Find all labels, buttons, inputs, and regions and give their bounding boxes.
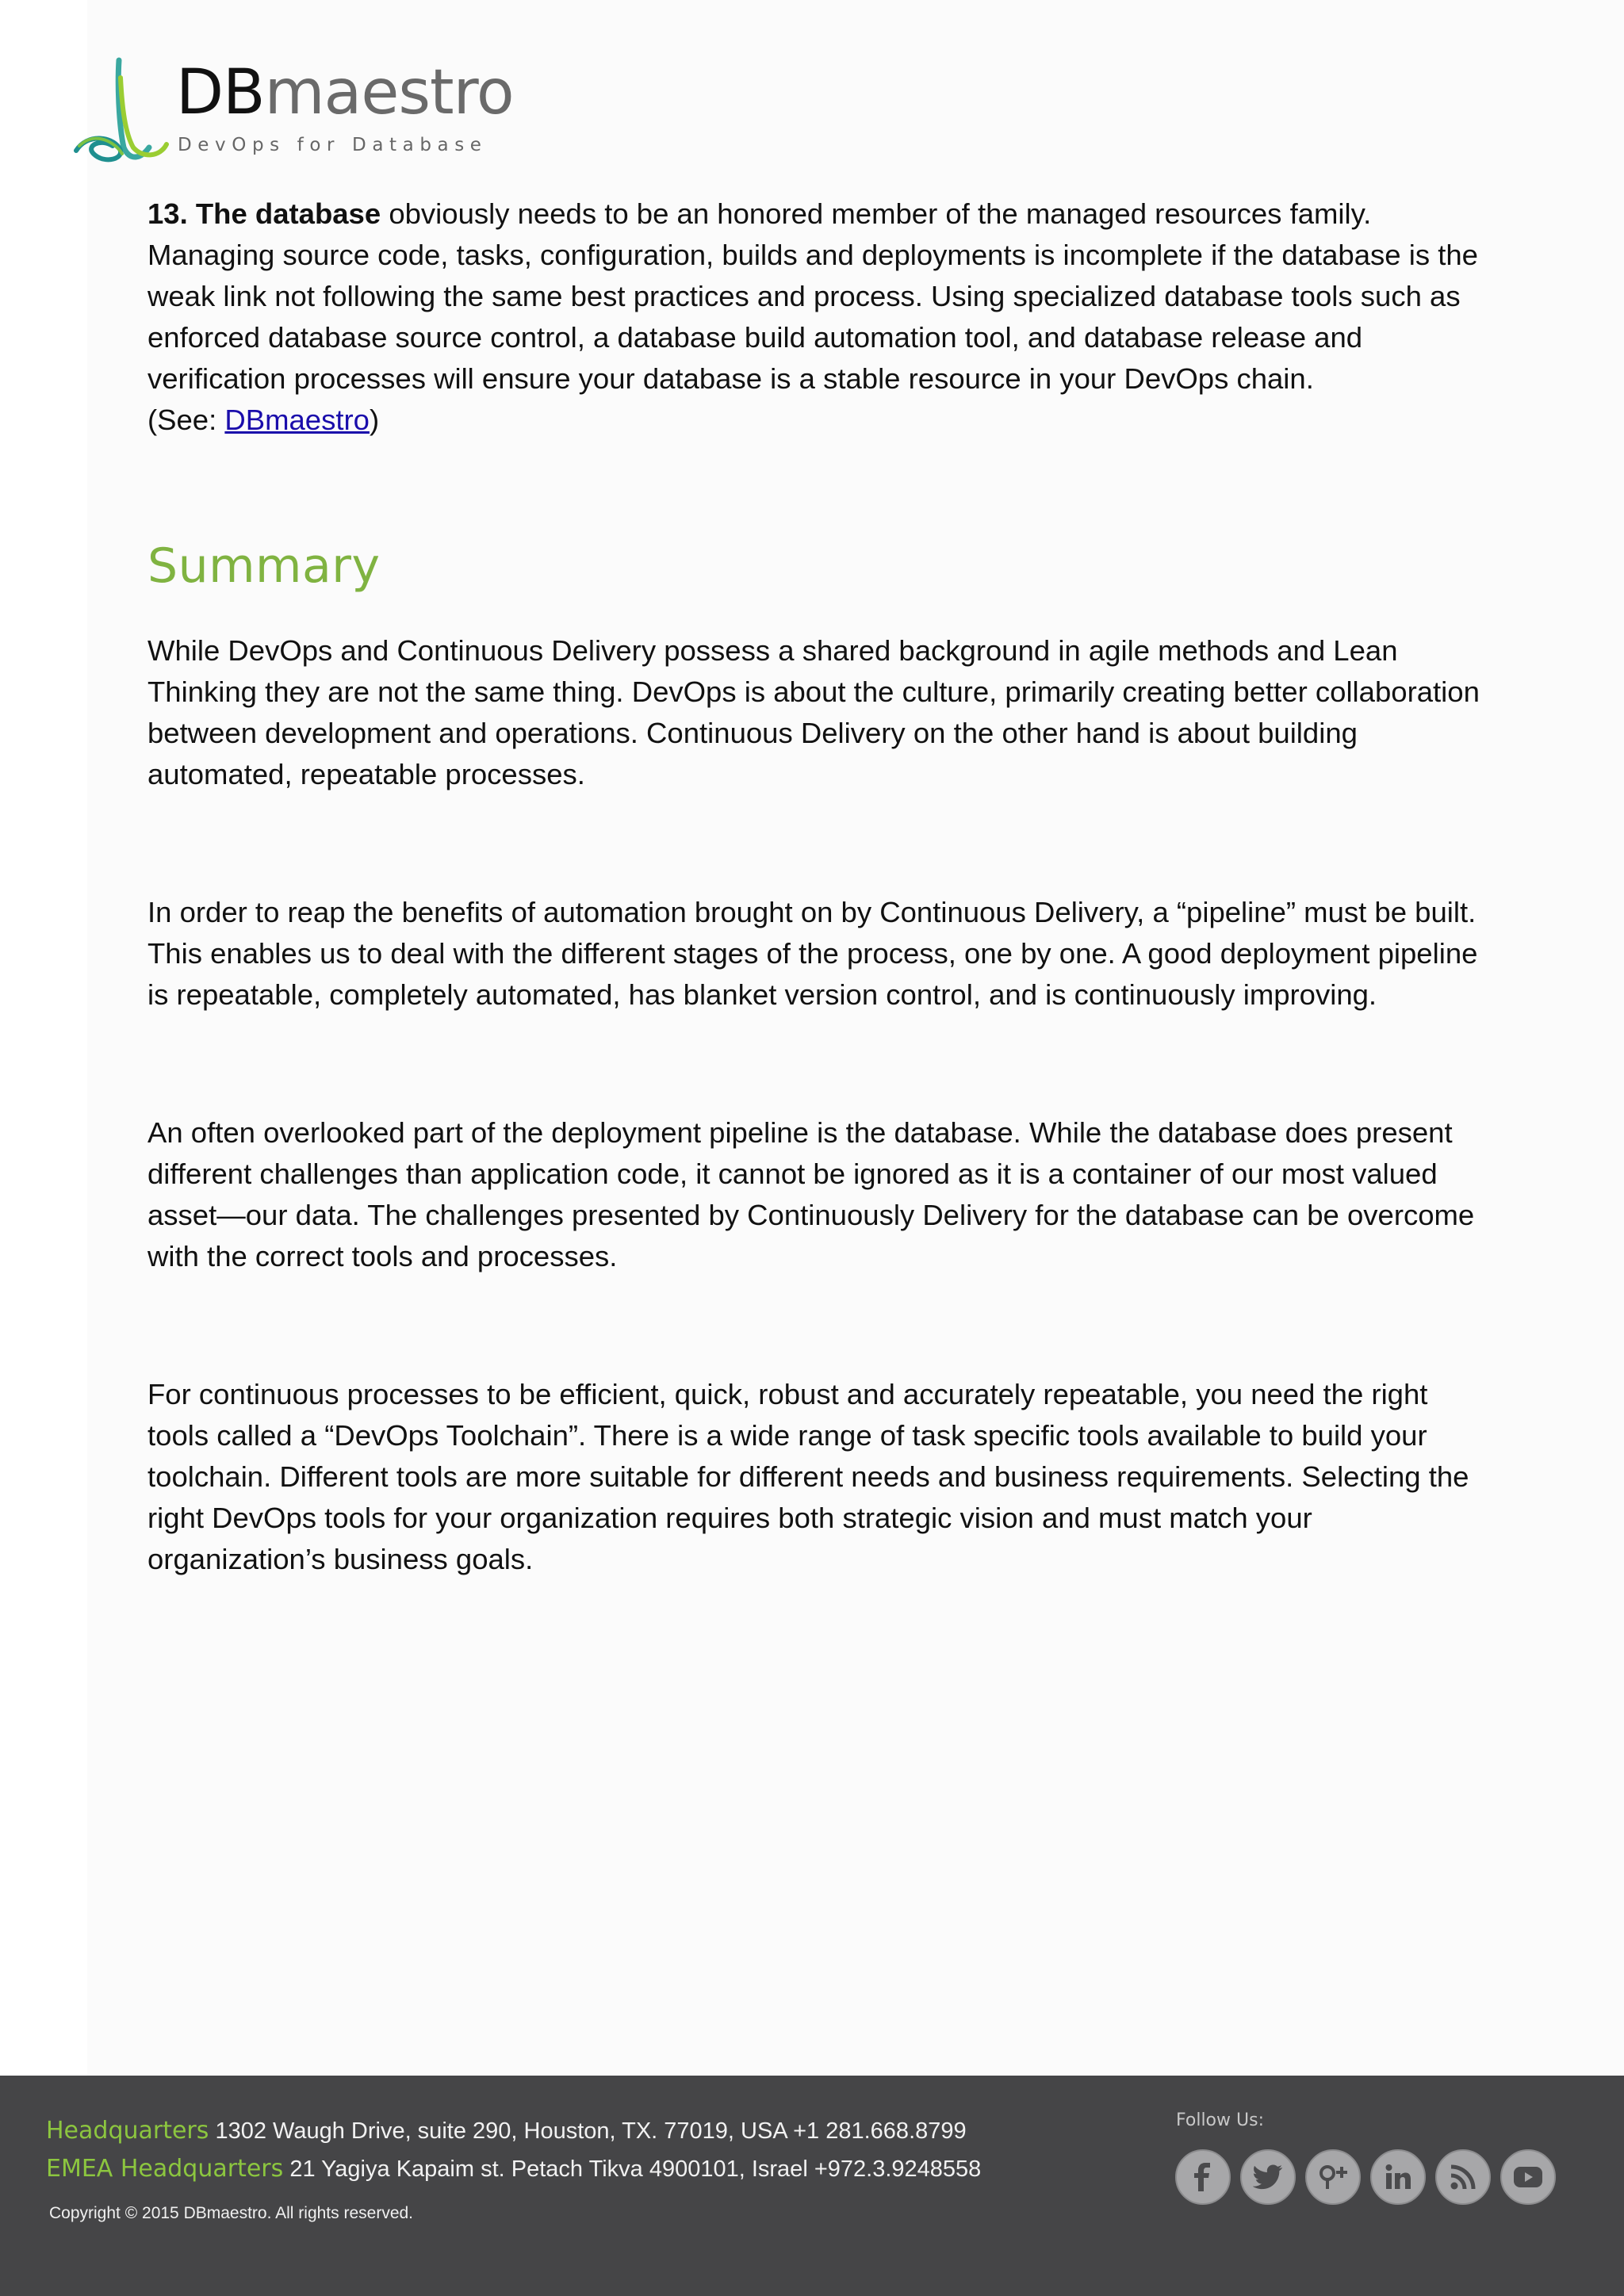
facebook-icon[interactable] (1175, 2149, 1231, 2205)
dbmaestro-logo[interactable] (73, 54, 514, 165)
linkedin-icon[interactable] (1370, 2149, 1426, 2205)
summary-paragraphs (147, 630, 1480, 1580)
copyright-text: Copyright © 2015 DBmaestro. All rights reserved. (49, 2204, 414, 2222)
google-plus-icon[interactable] (1305, 2149, 1361, 2205)
hq-address-line (46, 2115, 967, 2147)
see-prefix: (See: (147, 404, 225, 436)
article-body (147, 193, 1480, 1580)
youtube-icon[interactable] (1500, 2149, 1556, 2205)
hq-label: Headquarters (46, 2117, 209, 2145)
logo-tagline: DevOps for Database (178, 135, 488, 155)
follow-us-label: Follow Us: (1176, 2110, 1264, 2130)
logo-wordmark: DBmaestro (176, 57, 514, 128)
item-13-paragraph (147, 193, 1480, 441)
summary-heading: Summary (147, 538, 381, 594)
dbmaestro-link[interactable]: DBmaestro (224, 404, 370, 436)
item-13-text: obviously needs to be an honored member of the managed resources family. Managing source code, tasks, configuration, builds and deployments is incomplete if the database is the weak link not following the same best practices and process. Using specialized database tools such as enforced database source control, a database build automation tool, and database release and verification processes will ensure your database is a stable resource in your DevOps chain. (147, 197, 1478, 395)
social-links (1175, 2149, 1556, 2205)
summary-paragraph: In order to reap the benefits of automation brought on by Continuous Delivery, a “pipeline” must be built. This enables us to deal with the different stages of the process, one by one. A good deployment pipeline is repeatable, completely automated, has blanket version control, and is continuously improving. (147, 896, 1478, 1011)
twitter-icon[interactable] (1240, 2149, 1296, 2205)
item-13-lead: 13. The database (147, 197, 381, 230)
summary-paragraph: While DevOps and Continuous Delivery possess a shared background in agile methods and Lean Thinking they are not the same thing. DevOps is about the culture, primarily creating better collaboration between development and operations. Continuous Delivery on the other hand is about building automated, repeatable processes. (147, 634, 1480, 790)
rss-icon[interactable] (1435, 2149, 1491, 2205)
summary-paragraph: An often overlooked part of the deployment pipeline is the database. While the database does present different challenges than application code, it cannot be ignored as it is a container of our most valued asset—our data. The challenges presented by Continuously Delivery for the database can be overcome with the correct tools and processes. (147, 1116, 1475, 1272)
emea-address-line (46, 2153, 981, 2185)
emea-address: 21 Yagiya Kapaim st. Petach Tikva 4900101, Israel +972.3.9248558 (283, 2156, 982, 2182)
logo-mark-icon (73, 54, 176, 165)
hq-address: 1302 Waugh Drive, suite 290, Houston, TX. 77019, USA +1 281.668.8799 (209, 2118, 967, 2144)
emea-label: EMEA Headquarters (46, 2155, 284, 2183)
see-suffix: ) (369, 404, 380, 436)
summary-paragraph: For continuous processes to be efficient, quick, robust and accurately repeatable, you need the right tools called a “DevOps Toolchain”. There is a wide range of task specific tools available to build your toolchain. Different tools are more suitable for different needs and business requirements. Selecting the right DevOps tools for your organization requires both strategic vision and must match your organization’s business goals. (147, 1378, 1469, 1575)
